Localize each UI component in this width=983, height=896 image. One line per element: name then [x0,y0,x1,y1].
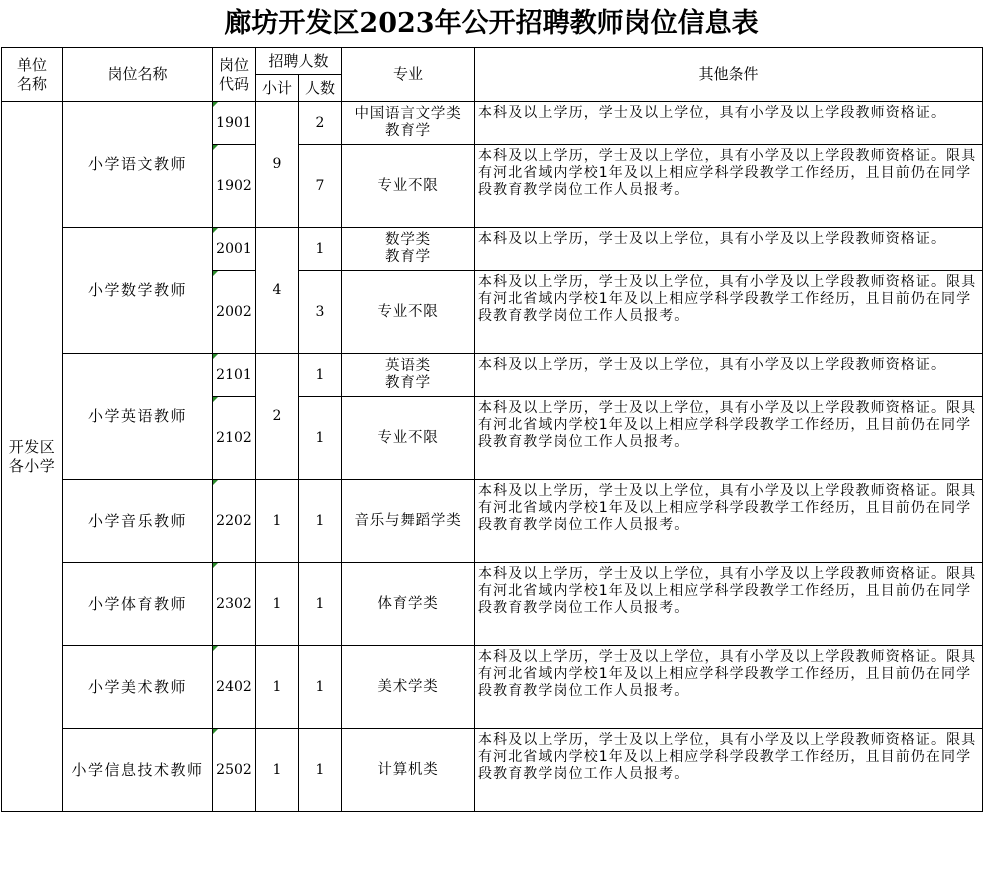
count-cell: 1 [299,480,342,563]
cell-marker [213,271,218,276]
document-title: 廊坊开发区2023年公开招聘教师岗位信息表 [224,8,759,39]
other-conditions-cell: 本科及以上学历，学士及以上学位，具有小学及以上学段教师资格证。 [475,102,983,145]
major-line1: 体育学类 [377,595,439,612]
table-row [2,646,983,729]
post-code: 2002 [216,303,252,320]
post-code-cell [213,480,256,563]
header-count: 人数 [299,75,342,102]
post-code-cell [213,397,256,480]
recruitment-table [1,47,983,812]
table-row [2,563,983,646]
header-major: 专业 [342,48,475,102]
major-line1: 英语类 [385,358,431,374]
subtotal-cell: 1 [256,563,299,646]
count-cell: 3 [299,271,342,354]
post-code: 1902 [216,177,252,194]
post-code: 2302 [216,595,252,612]
table-row [2,480,983,563]
count-cell: 1 [299,354,342,397]
major-line2: 教育学 [385,375,431,391]
count-cell: 1 [299,397,342,480]
other-conditions-cell: 本科及以上学历，学士及以上学位，具有小学及以上学段教师资格证。限具有河北省域内学校1年及以上相应学科学段教学工作经历，且目前仍在同学段教育教学岗位工作人员报考。 [475,646,983,729]
major-cell [342,729,475,812]
post-code-cell [213,563,256,646]
other-conditions-cell: 本科及以上学历，学士及以上学位，具有小学及以上学段教师资格证。限具有河北省域内学校1年及以上相应学科学段教学工作经历，且目前仍在同学段教育教学岗位工作人员报考。 [475,480,983,563]
other-conditions-cell: 本科及以上学历，学士及以上学位，具有小学及以上学段教师资格证。限具有河北省域内学校1年及以上相应学科学段教学工作经历，且目前仍在同学段教育教学岗位工作人员报考。 [475,563,983,646]
major-cell [342,145,475,228]
header-unit-line1: 单位 [16,55,47,74]
other-conditions-cell: 本科及以上学历，学士及以上学位，具有小学及以上学段教师资格证。限具有河北省域内学校1年及以上相应学科学段教学工作经历，且目前仍在同学段教育教学岗位工作人员报考。 [475,271,983,354]
cell-marker [213,228,218,233]
post-code-cell [213,102,256,145]
header-subtotal: 小计 [256,75,299,102]
post-code: 2502 [216,761,252,778]
post-code-cell [213,271,256,354]
count-cell: 1 [299,729,342,812]
header-post-name: 岗位名称 [63,48,213,102]
post-code-cell [213,228,256,271]
unit-name-cell [2,102,63,812]
table-row [2,354,983,397]
subtotal-cell: 1 [256,729,299,812]
header-unit-line2: 名称 [16,74,47,93]
subtotal-cell: 1 [256,480,299,563]
header-post-code-line2: 代码 [218,74,249,93]
unit-name-line2: 各小学 [8,456,56,475]
cell-marker [213,563,218,568]
major-line2: 教育学 [385,249,431,265]
major-cell [342,354,475,397]
major-line1: 专业不限 [377,303,439,320]
major-cell [342,228,475,271]
cell-marker [213,102,218,107]
table-row [2,228,983,271]
post-code: 2202 [216,512,252,529]
cell-marker [213,480,218,485]
cell-marker [213,646,218,651]
subtotal-cell: 9 [256,102,299,228]
post-code: 2101 [216,366,252,383]
cell-marker [213,145,218,150]
major-line1: 数学类 [385,232,431,248]
major-cell [342,646,475,729]
count-cell: 1 [299,646,342,729]
major-line1: 计算机类 [377,761,439,778]
major-cell [342,271,475,354]
table-row [2,102,983,145]
post-name-cell: 小学语文教师 [63,102,213,228]
count-cell: 1 [299,228,342,271]
header-recruit: 招聘人数 [256,48,342,75]
post-name-cell: 小学信息技术教师 [63,729,213,812]
cell-marker [213,354,218,359]
major-line1: 中国语言文学类 [354,106,462,122]
post-code-cell [213,145,256,228]
major-line1: 音乐与舞蹈学类 [354,512,462,529]
table-row [2,729,983,812]
major-line1: 美术学类 [377,678,439,695]
major-cell [342,480,475,563]
post-code: 1901 [216,114,252,131]
major-cell [342,563,475,646]
post-name-cell: 小学英语教师 [63,354,213,480]
post-name-cell: 小学音乐教师 [63,480,213,563]
major-cell [342,102,475,145]
subtotal-cell: 1 [256,646,299,729]
other-conditions-cell: 本科及以上学历，学士及以上学位，具有小学及以上学段教师资格证。 [475,354,983,397]
other-conditions-cell: 本科及以上学历，学士及以上学位，具有小学及以上学段教师资格证。 [475,228,983,271]
subtotal-cell: 2 [256,354,299,480]
header-unit [2,48,63,102]
other-conditions-cell: 本科及以上学历，学士及以上学位，具有小学及以上学段教师资格证。限具有河北省域内学校1年及以上相应学科学段教学工作经历，且目前仍在同学段教育教学岗位工作人员报考。 [475,397,983,480]
other-conditions-cell: 本科及以上学历，学士及以上学位，具有小学及以上学段教师资格证。限具有河北省域内学校1年及以上相应学科学段教学工作经历，且目前仍在同学段教育教学岗位工作人员报考。 [475,729,983,812]
post-code: 2102 [216,429,252,446]
post-name-cell: 小学体育教师 [63,563,213,646]
subtotal-cell: 4 [256,228,299,354]
post-code-cell [213,646,256,729]
cell-marker [213,397,218,402]
major-cell [342,397,475,480]
major-line1: 专业不限 [377,429,439,446]
major-line2: 教育学 [385,123,431,139]
post-code: 2001 [216,240,252,257]
count-cell: 2 [299,102,342,145]
header-post-code [213,48,256,102]
post-code: 2402 [216,678,252,695]
major-line1: 专业不限 [377,177,439,194]
unit-name-line1: 开发区 [8,437,56,456]
cell-marker [213,729,218,734]
post-name-cell: 小学美术教师 [63,646,213,729]
count-cell: 7 [299,145,342,228]
header-post-code-line1: 岗位 [218,55,249,74]
post-code-cell [213,354,256,397]
post-name-cell: 小学数学教师 [63,228,213,354]
other-conditions-cell: 本科及以上学历，学士及以上学位，具有小学及以上学段教师资格证。限具有河北省域内学校1年及以上相应学科学段教学工作经历，且目前仍在同学段教育教学岗位工作人员报考。 [475,145,983,228]
count-cell: 1 [299,563,342,646]
post-code-cell [213,729,256,812]
header-other: 其他条件 [475,48,983,102]
